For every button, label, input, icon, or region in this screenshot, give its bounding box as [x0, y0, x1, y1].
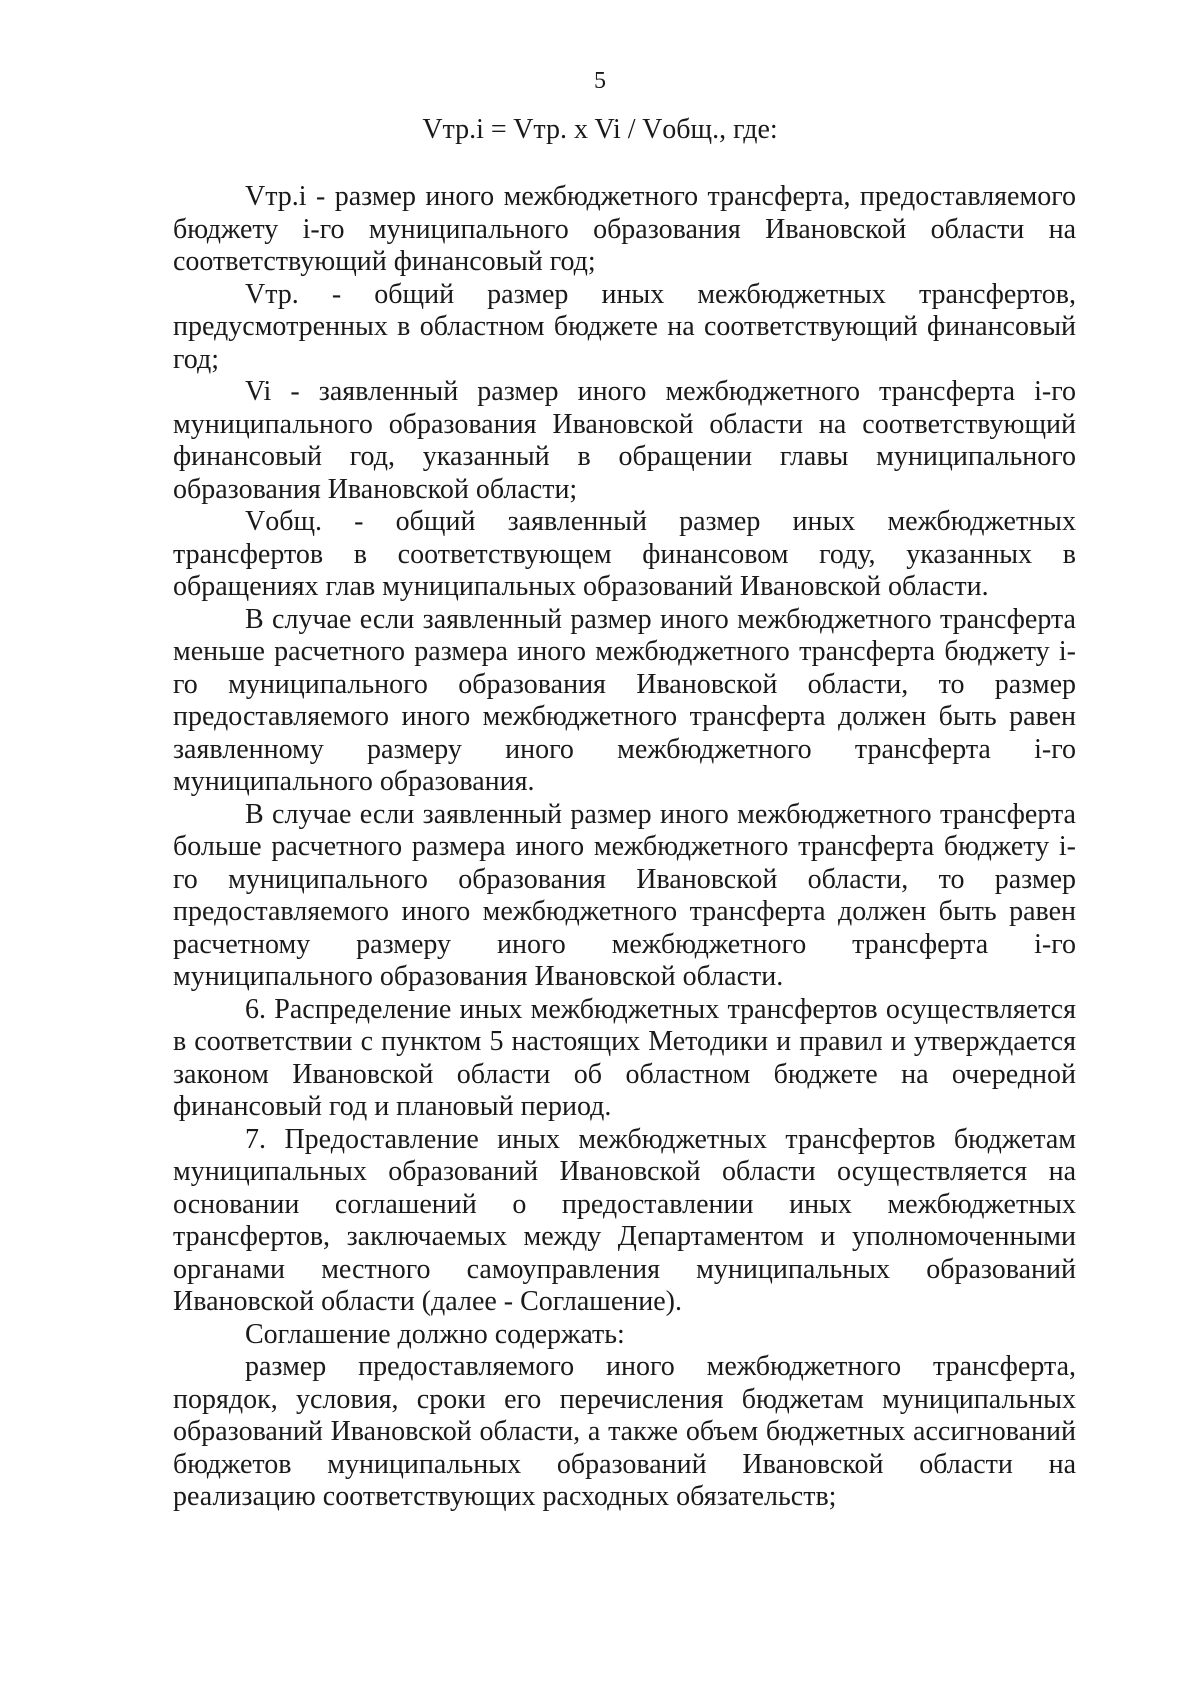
page-number: 5 [594, 68, 606, 94]
paragraph-vtr-definition: Vтр. - общий размер иных межбюджетных трансфертов, предусмотренных в областном бюджете на соответствующий финансовый год; [173, 278, 1076, 375]
paragraph-vobsch-definition: Vобщ. - общий заявленный размер иных межбюджетных трансфертов в соответствующем финансовом году, указанных в обращениях глав муниципальных образований Ивановской области. [173, 506, 1076, 602]
paragraph-case-greater: В случае если заявленный размер иного межбюджетного трансферта больше расчетного размера иного межбюджетного трансферта бюджету i-го муниципального образования Ивановской области, то размер предоставляемого иного межбюджетного трансферта должен быть равен расчетному размеру иного межбюджетного трансферта i-го муниципального образования Ивановской области. [173, 798, 1076, 992]
paragraph-vtr-i-definition: Vтр.i - размер иного межбюджетного трансферта, предоставляемого бюджету i-го муниципального образования Ивановской области на соответствующий финансовый год; [173, 181, 1076, 277]
paragraph-agreement-amount: размер предоставляемого иного межбюджетного трансферта, порядок, условия, сроки его перечисления бюджетам муниципальных образований Ивановской области, а также объем бюджетных ассигнований бюджетов муниципальных образований Ивановской области на реализацию соответствующих расходных обязательств; [173, 1351, 1076, 1512]
paragraph-item-7: 7. Предоставление иных межбюджетных трансфертов бюджетам муниципальных образований Ивановской области осуществляется на основании соглашений о предоставлении иных межбюджетных трансфертов, заключаемых между Департаментом и уполномоченными органами местного самоуправления муниципальных образований Ивановской области (далее - Соглашение). [173, 1123, 1076, 1317]
paragraph-vi-definition: Vi - заявленный размер иного межбюджетного трансферта i-го муниципального образования Ивановской области на соответствующий финансовый год, указанный в обращении главы муниципального образования Ивановской области; [173, 376, 1076, 505]
formula-line: Vтр.i = Vтр. x Vi / Vобщ., где: [422, 114, 778, 145]
paragraph-agreement-contents: Соглашение должно содержать: [245, 1318, 625, 1350]
paragraph-item-6: 6. Распределение иных межбюджетных трансфертов осуществляется в соответствии с пунктом 5 настоящих Методики и правил и утверждается законом Ивановской области об областном бюджете на очередной финансовый год и плановый период. [173, 993, 1076, 1122]
document-body [173, 181, 1076, 1514]
paragraph-case-less: В случае если заявленный размер иного межбюджетного трансферта меньше расчетного размера иного межбюджетного трансферта бюджету i-го муниципального образования Ивановской области, то размер предоставляемого иного межбюджетного трансферта должен быть равен заявленному размеру иного межбюджетного трансферта i-го муниципального образования. [173, 603, 1076, 797]
